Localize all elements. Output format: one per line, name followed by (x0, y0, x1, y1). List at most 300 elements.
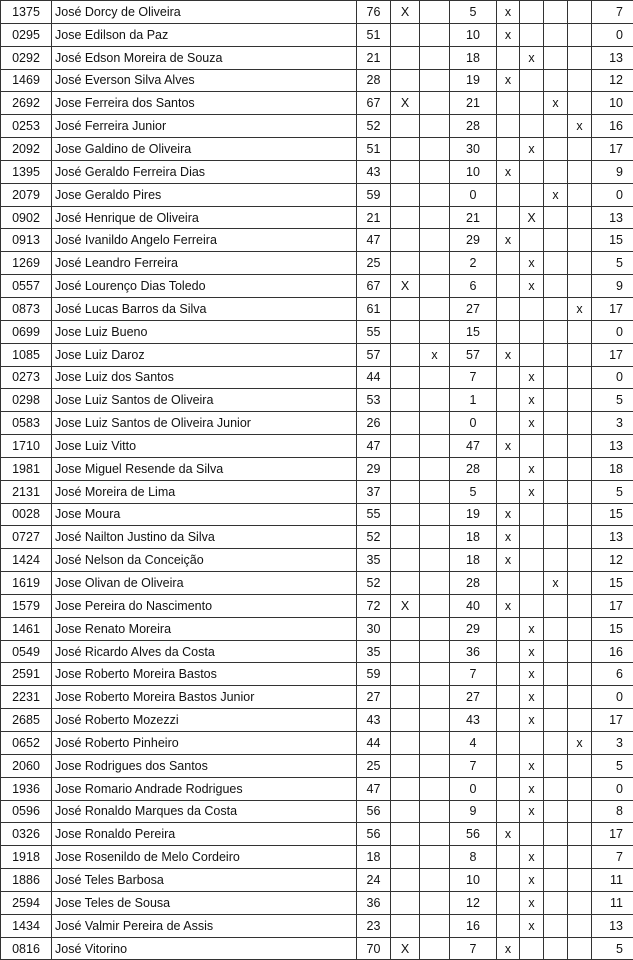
cell-name: Jose Renato Moreira (52, 617, 357, 640)
cell-count: 0 (450, 412, 497, 435)
cell-count: 5 (450, 480, 497, 503)
cell-total: 17 (592, 594, 633, 617)
cell-check-1: x (497, 343, 520, 366)
cell-check-3 (544, 526, 568, 549)
cell-mark-1 (391, 320, 420, 343)
cell-mark-2 (420, 435, 450, 458)
cell-check-3 (544, 549, 568, 572)
cell-mark-1 (391, 663, 420, 686)
cell-total: 12 (592, 549, 633, 572)
cell-name: José Ricardo Alves da Costa (52, 640, 357, 663)
cell-total: 13 (592, 206, 633, 229)
table-row (1, 732, 633, 755)
cell-age: 47 (357, 777, 391, 800)
cell-check-3 (544, 275, 568, 298)
cell-mark-1 (391, 435, 420, 458)
cell-mark-1 (391, 732, 420, 755)
cell-count: 30 (450, 138, 497, 161)
cell-total: 5 (592, 389, 633, 412)
cell-check-2 (520, 23, 544, 46)
cell-check-4 (568, 891, 592, 914)
cell-age: 18 (357, 846, 391, 869)
cell-mark-2 (420, 252, 450, 275)
cell-age: 44 (357, 366, 391, 389)
cell-id: 1375 (1, 1, 52, 24)
cell-count: 7 (450, 663, 497, 686)
cell-id: 2692 (1, 92, 52, 115)
cell-check-2 (520, 229, 544, 252)
cell-count: 28 (450, 572, 497, 595)
cell-check-2 (520, 297, 544, 320)
cell-count: 19 (450, 69, 497, 92)
cell-id: 0298 (1, 389, 52, 412)
cell-mark-2 (420, 891, 450, 914)
cell-mark-2 (420, 412, 450, 435)
cell-check-4: x (568, 732, 592, 755)
cell-total: 0 (592, 23, 633, 46)
cell-total: 15 (592, 229, 633, 252)
cell-count: 5 (450, 1, 497, 24)
cell-check-1 (497, 686, 520, 709)
cell-name: José Teles Barbosa (52, 869, 357, 892)
cell-check-3 (544, 46, 568, 69)
cell-age: 47 (357, 435, 391, 458)
cell-count: 43 (450, 709, 497, 732)
table-row (1, 115, 633, 138)
cell-mark-1 (391, 526, 420, 549)
cell-check-1: x (497, 23, 520, 46)
cell-check-2: x (520, 46, 544, 69)
cell-id: 1579 (1, 594, 52, 617)
cell-mark-1 (391, 183, 420, 206)
cell-mark-1 (391, 343, 420, 366)
cell-total: 8 (592, 800, 633, 823)
cell-check-1 (497, 709, 520, 732)
cell-count: 29 (450, 229, 497, 252)
cell-count: 18 (450, 549, 497, 572)
cell-count: 10 (450, 160, 497, 183)
cell-age: 52 (357, 572, 391, 595)
cell-id: 0549 (1, 640, 52, 663)
cell-mark-1 (391, 777, 420, 800)
cell-check-2: x (520, 914, 544, 937)
cell-name: José Edson Moreira de Souza (52, 46, 357, 69)
cell-check-4 (568, 549, 592, 572)
cell-check-4 (568, 366, 592, 389)
cell-mark-2 (420, 160, 450, 183)
cell-check-2: x (520, 663, 544, 686)
cell-check-2 (520, 435, 544, 458)
cell-count: 15 (450, 320, 497, 343)
cell-mark-2 (420, 640, 450, 663)
table-row (1, 891, 633, 914)
cell-check-4 (568, 343, 592, 366)
cell-check-2 (520, 320, 544, 343)
cell-count: 16 (450, 914, 497, 937)
cell-mark-1: X (391, 1, 420, 24)
cell-id: 1619 (1, 572, 52, 595)
cell-check-3 (544, 617, 568, 640)
cell-check-4 (568, 800, 592, 823)
cell-id: 0557 (1, 275, 52, 298)
cell-check-1 (497, 366, 520, 389)
cell-mark-1 (391, 389, 420, 412)
cell-check-3 (544, 891, 568, 914)
cell-count: 6 (450, 275, 497, 298)
cell-check-3 (544, 412, 568, 435)
cell-check-4 (568, 914, 592, 937)
cell-id: 1434 (1, 914, 52, 937)
cell-check-3 (544, 252, 568, 275)
cell-check-4: x (568, 297, 592, 320)
cell-total: 17 (592, 709, 633, 732)
cell-id: 2092 (1, 138, 52, 161)
cell-check-4 (568, 206, 592, 229)
cell-age: 44 (357, 732, 391, 755)
cell-check-1 (497, 115, 520, 138)
cell-check-4 (568, 320, 592, 343)
cell-check-3 (544, 480, 568, 503)
cell-id: 2685 (1, 709, 52, 732)
cell-total: 7 (592, 1, 633, 24)
cell-mark-2 (420, 617, 450, 640)
table-row (1, 914, 633, 937)
cell-check-2 (520, 937, 544, 960)
cell-check-4 (568, 69, 592, 92)
cell-mark-2 (420, 732, 450, 755)
table-row (1, 206, 633, 229)
cell-check-2 (520, 183, 544, 206)
cell-check-3 (544, 69, 568, 92)
cell-check-3: x (544, 92, 568, 115)
cell-count: 2 (450, 252, 497, 275)
cell-check-1 (497, 754, 520, 777)
cell-mark-2 (420, 914, 450, 937)
table-row (1, 23, 633, 46)
cell-check-4 (568, 412, 592, 435)
table-row (1, 435, 633, 458)
cell-name: Jose Rodrigues dos Santos (52, 754, 357, 777)
cell-name: Jose Luiz Daroz (52, 343, 357, 366)
cell-check-4 (568, 1, 592, 24)
cell-check-2: x (520, 480, 544, 503)
cell-check-1: x (497, 823, 520, 846)
cell-check-2 (520, 160, 544, 183)
cell-mark-2 (420, 709, 450, 732)
cell-count: 7 (450, 937, 497, 960)
cell-check-3 (544, 914, 568, 937)
cell-count: 8 (450, 846, 497, 869)
cell-age: 61 (357, 297, 391, 320)
table-row (1, 69, 633, 92)
cell-check-2: x (520, 869, 544, 892)
cell-mark-1 (391, 115, 420, 138)
cell-check-4 (568, 229, 592, 252)
cell-mark-2 (420, 115, 450, 138)
cell-name: Jose Luiz Santos de Oliveira (52, 389, 357, 412)
cell-mark-2 (420, 572, 450, 595)
cell-mark-2 (420, 229, 450, 252)
cell-id: 0273 (1, 366, 52, 389)
cell-name: Jose Luiz Santos de Oliveira Junior (52, 412, 357, 435)
cell-mark-2 (420, 480, 450, 503)
cell-check-4 (568, 480, 592, 503)
cell-check-3 (544, 594, 568, 617)
cell-check-2: x (520, 640, 544, 663)
cell-mark-2 (420, 1, 450, 24)
cell-mark-1 (391, 914, 420, 937)
cell-mark-2 (420, 846, 450, 869)
cell-mark-1 (391, 412, 420, 435)
cell-check-3 (544, 229, 568, 252)
cell-name: Jose Luiz Vitto (52, 435, 357, 458)
cell-mark-2 (420, 686, 450, 709)
cell-count: 21 (450, 206, 497, 229)
cell-age: 25 (357, 252, 391, 275)
cell-id: 1424 (1, 549, 52, 572)
cell-age: 25 (357, 754, 391, 777)
cell-mark-2: x (420, 343, 450, 366)
cell-mark-1 (391, 846, 420, 869)
cell-name: Jose Teles de Sousa (52, 891, 357, 914)
table-row (1, 343, 633, 366)
cell-total: 0 (592, 183, 633, 206)
cell-count: 57 (450, 343, 497, 366)
cell-total: 16 (592, 640, 633, 663)
cell-check-4 (568, 46, 592, 69)
cell-id: 0253 (1, 115, 52, 138)
cell-check-1 (497, 46, 520, 69)
cell-mark-2 (420, 69, 450, 92)
cell-id: 0902 (1, 206, 52, 229)
cell-name: Jose Miguel Resende da Silva (52, 457, 357, 480)
cell-count: 40 (450, 594, 497, 617)
cell-check-2 (520, 732, 544, 755)
cell-count: 19 (450, 503, 497, 526)
table-row (1, 457, 633, 480)
cell-check-4 (568, 572, 592, 595)
cell-check-4 (568, 183, 592, 206)
cell-id: 1395 (1, 160, 52, 183)
cell-total: 0 (592, 686, 633, 709)
cell-id: 0596 (1, 800, 52, 823)
cell-check-4 (568, 869, 592, 892)
table-row (1, 709, 633, 732)
cell-age: 51 (357, 138, 391, 161)
cell-age: 51 (357, 23, 391, 46)
cell-check-3 (544, 138, 568, 161)
cell-total: 5 (592, 480, 633, 503)
cell-count: 9 (450, 800, 497, 823)
cell-check-3 (544, 640, 568, 663)
cell-check-4 (568, 252, 592, 275)
cell-check-3 (544, 709, 568, 732)
cell-check-1 (497, 480, 520, 503)
cell-age: 47 (357, 229, 391, 252)
table-row (1, 937, 633, 960)
cell-check-3 (544, 777, 568, 800)
cell-age: 76 (357, 1, 391, 24)
cell-mark-2 (420, 206, 450, 229)
cell-check-2: x (520, 138, 544, 161)
cell-mark-2 (420, 183, 450, 206)
cell-mark-2 (420, 23, 450, 46)
cell-id: 2131 (1, 480, 52, 503)
cell-id: 1918 (1, 846, 52, 869)
cell-total: 13 (592, 46, 633, 69)
cell-check-3 (544, 503, 568, 526)
cell-mark-1 (391, 46, 420, 69)
table-row (1, 92, 633, 115)
cell-total: 16 (592, 115, 633, 138)
cell-age: 29 (357, 457, 391, 480)
table-row (1, 640, 633, 663)
table-row (1, 869, 633, 892)
cell-mark-1 (391, 457, 420, 480)
cell-total: 17 (592, 297, 633, 320)
cell-check-1 (497, 891, 520, 914)
cell-mark-1 (391, 686, 420, 709)
table-row (1, 480, 633, 503)
cell-total: 17 (592, 138, 633, 161)
cell-check-2: x (520, 846, 544, 869)
cell-age: 43 (357, 709, 391, 732)
cell-age: 70 (357, 937, 391, 960)
cell-check-2: x (520, 709, 544, 732)
cell-name: José Ferreira Junior (52, 115, 357, 138)
cell-count: 28 (450, 457, 497, 480)
cell-total: 15 (592, 503, 633, 526)
cell-name: José Lourenço Dias Toledo (52, 275, 357, 298)
cell-total: 13 (592, 435, 633, 458)
cell-total: 13 (592, 526, 633, 549)
cell-age: 37 (357, 480, 391, 503)
cell-check-3 (544, 937, 568, 960)
cell-id: 2079 (1, 183, 52, 206)
cell-age: 55 (357, 503, 391, 526)
cell-check-2 (520, 343, 544, 366)
cell-total: 11 (592, 869, 633, 892)
cell-check-1 (497, 206, 520, 229)
cell-age: 59 (357, 663, 391, 686)
cell-name: Jose Ronaldo Pereira (52, 823, 357, 846)
cell-mark-2 (420, 366, 450, 389)
cell-check-3 (544, 754, 568, 777)
cell-count: 27 (450, 297, 497, 320)
cell-name: José Moreira de Lima (52, 480, 357, 503)
cell-mark-2 (420, 92, 450, 115)
cell-mark-2 (420, 320, 450, 343)
cell-check-1 (497, 92, 520, 115)
cell-total: 12 (592, 69, 633, 92)
table-row (1, 594, 633, 617)
cell-count: 7 (450, 366, 497, 389)
table-row (1, 275, 633, 298)
cell-mark-2 (420, 389, 450, 412)
cell-id: 1269 (1, 252, 52, 275)
cell-check-4 (568, 709, 592, 732)
cell-count: 1 (450, 389, 497, 412)
cell-check-3 (544, 389, 568, 412)
cell-name: José Nailton Justino da Silva (52, 526, 357, 549)
cell-mark-2 (420, 138, 450, 161)
cell-name: Jose Roberto Moreira Bastos (52, 663, 357, 686)
cell-age: 57 (357, 343, 391, 366)
cell-check-3 (544, 686, 568, 709)
cell-check-4 (568, 503, 592, 526)
cell-mark-2 (420, 503, 450, 526)
cell-check-2: x (520, 389, 544, 412)
cell-check-4 (568, 389, 592, 412)
cell-total: 15 (592, 617, 633, 640)
cell-mark-2 (420, 754, 450, 777)
cell-check-2: x (520, 754, 544, 777)
cell-id: 1886 (1, 869, 52, 892)
cell-check-1 (497, 138, 520, 161)
cell-age: 30 (357, 617, 391, 640)
cell-total: 5 (592, 252, 633, 275)
cell-name: Jose Roberto Moreira Bastos Junior (52, 686, 357, 709)
cell-age: 35 (357, 640, 391, 663)
cell-name: José Dorcy de Oliveira (52, 1, 357, 24)
cell-name: José Valmir Pereira de Assis (52, 914, 357, 937)
cell-mark-2 (420, 549, 450, 572)
cell-check-2: x (520, 366, 544, 389)
cell-mark-1 (391, 823, 420, 846)
cell-count: 18 (450, 46, 497, 69)
table-row (1, 823, 633, 846)
cell-count: 56 (450, 823, 497, 846)
cell-name: Jose Geraldo Pires (52, 183, 357, 206)
cell-check-4 (568, 777, 592, 800)
cell-mark-2 (420, 663, 450, 686)
cell-check-1: x (497, 594, 520, 617)
cell-id: 0873 (1, 297, 52, 320)
cell-count: 47 (450, 435, 497, 458)
cell-total: 17 (592, 823, 633, 846)
cell-check-4 (568, 686, 592, 709)
cell-id: 0699 (1, 320, 52, 343)
cell-check-3 (544, 366, 568, 389)
cell-age: 21 (357, 46, 391, 69)
cell-name: José Geraldo Ferreira Dias (52, 160, 357, 183)
cell-id: 1936 (1, 777, 52, 800)
cell-id: 1085 (1, 343, 52, 366)
cell-count: 7 (450, 754, 497, 777)
cell-check-1 (497, 914, 520, 937)
cell-check-2: x (520, 891, 544, 914)
cell-check-1 (497, 457, 520, 480)
cell-check-4 (568, 846, 592, 869)
cell-age: 21 (357, 206, 391, 229)
cell-id: 2060 (1, 754, 52, 777)
cell-total: 15 (592, 572, 633, 595)
cell-check-1 (497, 663, 520, 686)
cell-check-1 (497, 572, 520, 595)
cell-id: 0583 (1, 412, 52, 435)
cell-check-3 (544, 732, 568, 755)
cell-check-1: x (497, 229, 520, 252)
cell-mark-1 (391, 252, 420, 275)
cell-total: 9 (592, 275, 633, 298)
cell-name: Jose Luiz dos Santos (52, 366, 357, 389)
cell-check-3 (544, 23, 568, 46)
cell-check-2: X (520, 206, 544, 229)
cell-age: 24 (357, 869, 391, 892)
cell-age: 52 (357, 115, 391, 138)
table-row (1, 572, 633, 595)
cell-mark-1 (391, 138, 420, 161)
